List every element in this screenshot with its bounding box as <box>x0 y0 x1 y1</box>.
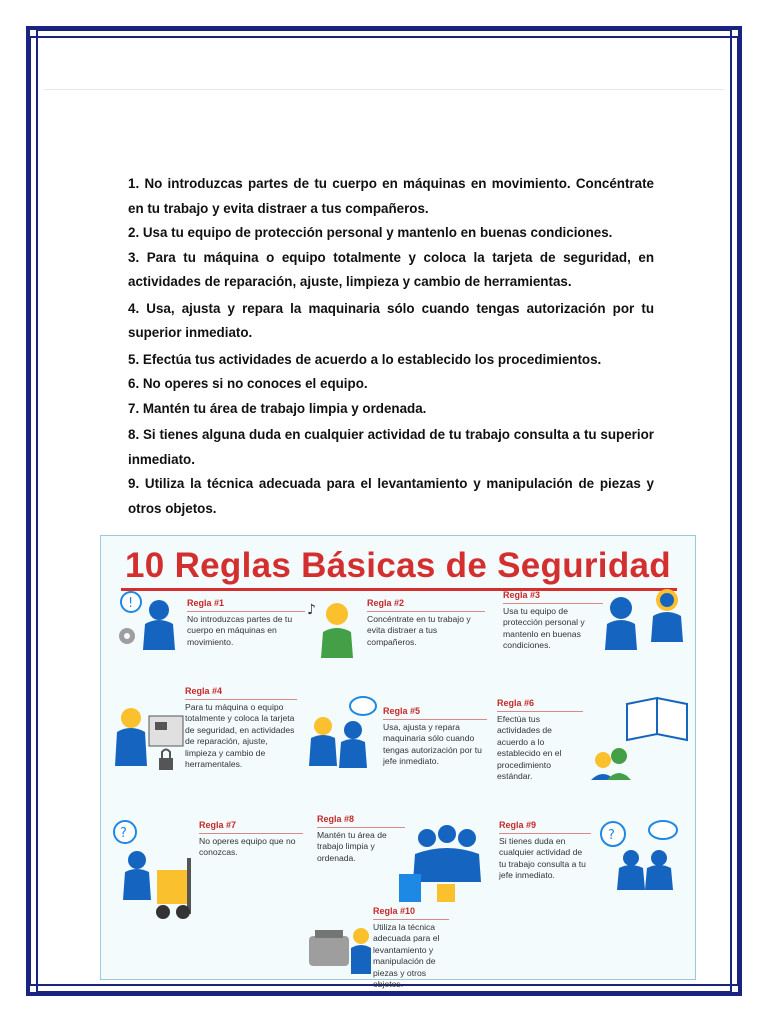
rule-label: Regla #10 <box>373 906 449 920</box>
rule-text: Usa tu equipo de protección personal y mantenlo en buenas condiciones. <box>503 605 585 650</box>
workers-tools-icon <box>307 696 379 770</box>
poster-rule-3 <box>503 590 603 652</box>
poster-rule-4 <box>185 686 297 771</box>
workers-helmet-icon <box>603 586 691 652</box>
rule-text: Utiliza la técnica adecuada para el levantamiento y manipulación de piezas y otros objetos. <box>373 921 440 989</box>
poster-rule-7 <box>199 820 303 859</box>
rule-paragraph: 2. Usa tu equipo de protección personal y mantenlo en buenas condiciones. <box>128 225 613 240</box>
rule-label: Regla #7 <box>199 820 303 834</box>
worker-headphones-icon <box>307 596 363 660</box>
rule-paragraph: 5. Efectúa tus actividades de acuerdo a lo establecido los procedimientos. <box>128 351 602 367</box>
svg-text:?: ? <box>608 828 615 843</box>
rule-text: Para tu máquina o equipo totalmente y coloca la tarjeta de seguridad, en actividades de reparación, ajuste, limpieza y cambio de herramentales. <box>185 701 295 769</box>
rule-text: Si tienes duda en cualquier actividad de tu trabajo consulta a tu jefe inmediato. <box>499 835 586 880</box>
rules-list <box>128 172 654 521</box>
border-corner <box>730 28 740 38</box>
rule-paragraph: 4. Usa, ajusta y repara la maquinaria sólo cuando tengas autorización por tu superior inmediato. <box>128 300 654 340</box>
rule-paragraph: 9. Utiliza la técnica adecuada para el levantamiento y manipulación de piezas y otros objetos. <box>128 476 654 516</box>
worker-machine-lock-icon <box>115 702 185 782</box>
poster-rule-6 <box>497 698 583 783</box>
poster-title: 10 Reglas Básicas de Seguridad <box>125 546 671 585</box>
poster-rule-5 <box>383 706 487 768</box>
poster-rule-9 <box>499 820 591 882</box>
rule-text: No operes equipo que no conozcas. <box>199 835 296 857</box>
rule-text: Concéntrate en tu trabajo y evita distraer a tus compañeros. <box>367 613 471 647</box>
rule-label: Regla #8 <box>317 814 405 828</box>
engine-lifting-icon <box>305 922 373 978</box>
poster-rule-1 <box>187 598 305 648</box>
rule-text: Efectúa tus actividades de acuerdo a lo establecido en el procedimiento estándar. <box>497 713 562 781</box>
svg-text:♪: ♪ <box>307 602 316 618</box>
worker-gear-icon <box>113 590 185 656</box>
rule-paragraph: 3. Para tu máquina o equipo totalmente y coloca la tarjeta de seguridad, en actividades de reparación, ajuste, limpieza y cambio de herramientas. <box>128 249 654 289</box>
rule-label: Regla #9 <box>499 820 591 834</box>
rule-paragraph: 6. No operes si no conoces el equipo. <box>128 376 368 391</box>
rule-label: Regla #4 <box>185 686 297 700</box>
workers-group-icon <box>397 824 489 908</box>
rule-label: Regla #2 <box>367 598 485 612</box>
svg-text:!: ! <box>128 596 134 611</box>
border-corner <box>28 28 38 38</box>
rule-label: Regla #1 <box>187 598 305 612</box>
svg-text:?: ? <box>120 826 127 841</box>
poster-rule-8 <box>317 814 405 864</box>
poster-rule-2 <box>367 598 485 648</box>
rule-label: Regla #5 <box>383 706 487 720</box>
border-corner <box>28 984 38 994</box>
poster-rule-10 <box>373 906 449 991</box>
rule-paragraph: 8. Si tienes alguna duda en cualquier actividad de tu trabajo consulta a tu superior inmediato. <box>128 427 654 467</box>
rule-label: Regla #3 <box>503 590 603 604</box>
worker-forklift-icon <box>109 818 199 922</box>
border-corner <box>730 984 740 994</box>
rule-paragraph: 7. Mantén tu área de trabajo limpia y ordenada. <box>128 400 427 416</box>
rule-label: Regla #6 <box>497 698 583 712</box>
workers-question-icon <box>591 820 687 890</box>
rule-text: Mantén tu área de trabajo limpia y ordenada. <box>317 829 387 863</box>
book-procedure-icon <box>587 694 689 784</box>
safety-poster <box>100 535 696 989</box>
rule-text: Usa, ajusta y repara maquinaria sólo cuando tengas autorización por tu jefe inmediato. <box>383 721 482 766</box>
rule-text: No introduzcas partes de tu cuerpo en máquinas en movimiento. <box>187 613 293 647</box>
header-rule <box>44 89 724 90</box>
rule-paragraph: 1. No introduzcas partes de tu cuerpo en máquinas en movimiento. Concéntrate en tu trabajo y evita distraer a tus compañeros. <box>128 176 654 216</box>
